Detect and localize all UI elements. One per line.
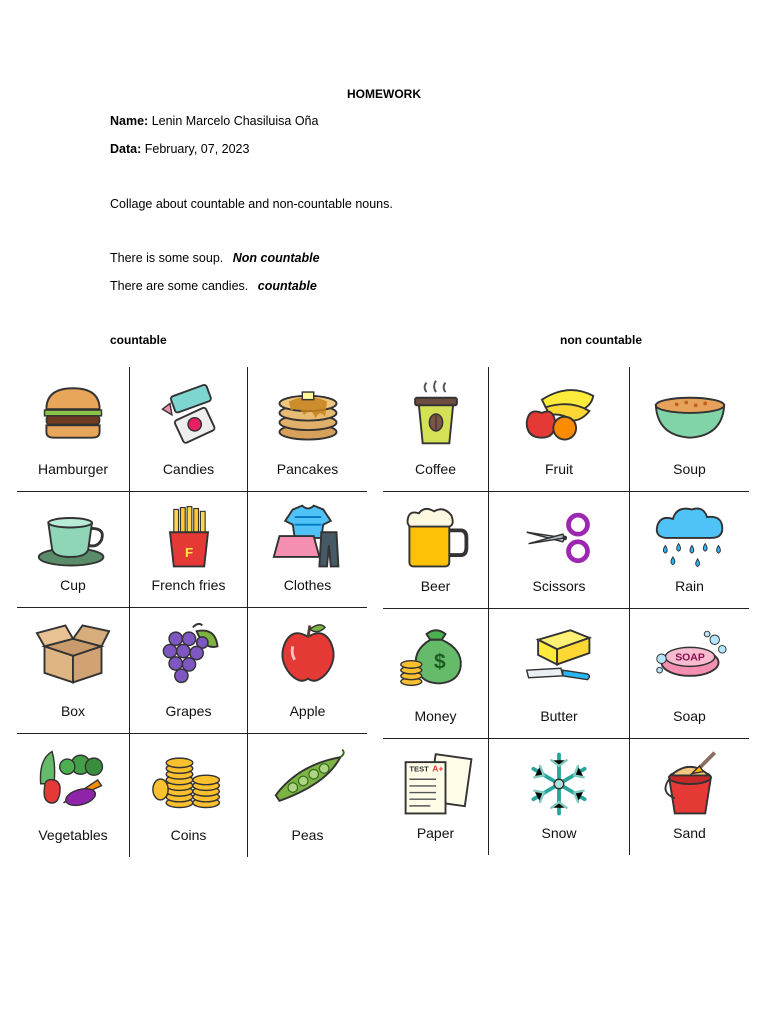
grid-cell-scissors [489,492,630,609]
box-icon [35,618,111,688]
grid-cell-snow [489,739,630,855]
item-label: Soup [673,461,706,477]
item-label: Hamburger [37,461,109,477]
paper-icon [398,749,474,819]
svg-text:TEST: TEST [408,764,429,774]
item-label: Paper [416,825,455,841]
document-title: HOMEWORK [347,87,421,101]
grid-cell-paper [383,739,489,855]
grid-cell-soap [630,609,749,739]
example-2-text: There are some candies. [110,279,249,293]
item-label: Cup [60,577,86,593]
item-label: French fries [151,577,226,593]
grid-cell-sand [630,739,749,855]
soup-icon [652,377,728,447]
beer-icon [398,502,474,572]
item-label: Coins [170,827,207,843]
countable-grid [17,367,367,857]
grid-cell-vegetables [17,734,130,857]
item-label: Candies [162,461,215,477]
snow-icon [521,749,597,819]
item-label: Pancakes [276,461,339,477]
countable-heading: countable [110,333,167,347]
pancakes-icon [270,377,346,447]
non-countable-grid [383,367,749,855]
date-value: February, 07, 2023 [144,142,250,156]
svg-text:A+: A+ [431,763,443,774]
grid-cell-fruit [489,367,630,492]
vegetables-icon [35,744,111,814]
date-label: Data: [110,142,142,156]
sand-icon [652,749,728,819]
item-label: Box [60,703,86,719]
item-label: Soap [673,708,706,724]
example-1 [110,251,320,265]
item-label: Peas [291,827,324,843]
item-label: Sand [673,825,706,841]
grid-cell-soup [630,367,749,492]
svg-text:SOAP: SOAP [674,652,705,664]
date-line [110,142,249,156]
description: Collage about countable and non-countable nouns. [110,197,393,211]
svg-text:$: $ [433,650,446,674]
coins-icon [151,744,227,814]
item-label: Clothes [283,577,332,593]
item-label: Butter [540,708,578,724]
grapes-icon [151,618,227,688]
peas-icon [270,744,346,814]
item-label: Beer [420,578,451,594]
grid-cell-coffee [383,367,489,492]
grid-cell-hamburger [17,367,130,492]
fruit-icon [521,377,597,447]
grid-cell-peas [248,734,367,857]
french-fries-icon [151,502,227,572]
name-line [110,114,318,128]
hamburger-icon [35,377,111,447]
money-icon [398,619,474,689]
grid-cell-cup [17,492,130,608]
grid-cell-clothes [248,492,367,608]
example-2 [110,279,317,293]
svg-text:F: F [184,544,193,560]
grid-cell-money [383,609,489,739]
item-label: Coffee [415,461,456,477]
grid-cell-coins [130,734,248,857]
item-label: Fruit [545,461,573,477]
clothes-icon [270,502,346,572]
grid-cell-beer [383,492,489,609]
butter-icon [521,619,597,689]
non-countable-heading: non countable [560,333,642,347]
rain-icon [652,502,728,572]
example-2-tag: countable [257,279,317,293]
coffee-icon [398,377,474,447]
grid-cell-candies [130,367,248,492]
grid-cell-rain [630,492,749,609]
name-label: Name: [110,114,149,128]
item-label: Snow [541,825,577,841]
cup-icon [35,502,111,572]
grid-cell-french-fries [130,492,248,608]
grid-cell-butter [489,609,630,739]
soap-icon [652,619,728,689]
apple-icon [270,618,346,688]
item-label: Apple [289,703,326,719]
grid-cell-pancakes [248,367,367,492]
candies-icon [151,377,227,447]
scissors-icon [521,502,597,572]
name-value: Lenin Marcelo Chasiluisa Oña [151,114,319,128]
grid-cell-apple [248,608,367,734]
example-1-tag: Non countable [232,251,320,265]
example-1-text: There is some soup. [110,251,224,265]
item-label: Scissors [532,578,586,594]
grid-cell-grapes [130,608,248,734]
item-label: Rain [675,578,704,594]
item-label: Grapes [165,703,212,719]
item-label: Vegetables [38,827,108,843]
item-label: Money [414,708,457,724]
grid-cell-box [17,608,130,734]
